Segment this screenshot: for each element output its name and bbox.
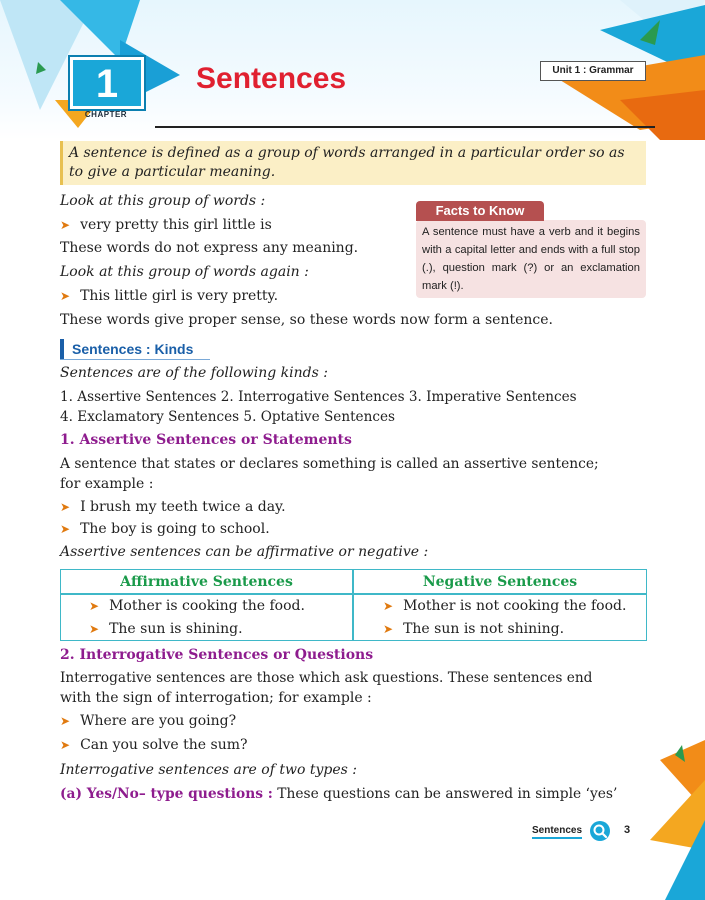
bullet-icon: ➤: [89, 599, 100, 613]
definition-box: A sentence is defined as a group of words arranged in a particular order so as to give a particular meaning.: [60, 141, 646, 185]
bullet-icon: ➤: [60, 738, 71, 752]
kinds-list-line-1: 1. Assertive Sentences 2. Interrogative Sentences 3. Imperative Sentences: [60, 389, 577, 405]
assertive-desc-line-2: for example :: [60, 476, 154, 492]
chapter-number-box: [70, 57, 144, 109]
bullet-icon: ➤: [383, 599, 394, 613]
intro-look-1: Look at this group of words :: [60, 193, 266, 209]
interrogative-example-2-text: Can you solve the sum?: [80, 737, 248, 753]
magnifier-icon: [589, 820, 611, 842]
chapter-title: Sentences: [196, 62, 347, 95]
affirmative-negative-table: [60, 569, 647, 641]
bullet-icon: ➤: [60, 289, 71, 303]
bullet-icon: ➤: [60, 218, 71, 232]
header-rule: [155, 126, 655, 128]
interrogative-heading: 2. Interrogative Sentences or Questions: [60, 647, 374, 663]
corner-decoration: [620, 720, 705, 900]
kinds-underline: [60, 359, 210, 360]
intro-example-2: [60, 286, 278, 306]
table-cell: The sun is not shining.: [403, 621, 565, 637]
bullet-icon: ➤: [60, 500, 71, 514]
facts-body: A sentence must have a verb and it begins with a capital letter and ends with a full stop (.), question mark (?) or an exclamation mark (!).: [416, 220, 646, 298]
table-row: [89, 619, 243, 639]
table-row: [89, 596, 305, 616]
bullet-icon: ➤: [383, 622, 394, 636]
chapter-label: CHAPTER: [84, 110, 128, 119]
page-number: 3: [624, 824, 631, 836]
interrogative-types: Interrogative sentences are of two types :: [60, 762, 357, 778]
bullet-icon: ➤: [60, 522, 71, 536]
table-header-affirmative: Affirmative Sentences: [120, 574, 293, 590]
bullet-icon: ➤: [89, 622, 100, 636]
assertive-example-2-text: The boy is going to school.: [80, 521, 270, 537]
interrogative-yesno: [60, 784, 617, 804]
table-cell: Mother is cooking the food.: [109, 598, 305, 614]
table-divider-horizontal: [61, 593, 646, 595]
table-row: [383, 596, 626, 616]
table-row: [383, 619, 564, 639]
kinds-list-line-2: 4. Exclamatory Sentences 5. Optative Sentences: [60, 409, 395, 425]
facts-to-know-box: [416, 198, 646, 300]
intro-look-2: Look at this group of words again :: [60, 264, 309, 280]
interrogative-desc-line-1: Interrogative sentences are those which ask questions. These sentences end: [60, 670, 593, 686]
assertive-heading: 1. Assertive Sentences or Statements: [60, 432, 352, 448]
intro-no-meaning: These words do not express any meaning.: [60, 240, 359, 256]
bullet-icon: ➤: [60, 714, 71, 728]
assertive-example-1-text: I brush my teeth twice a day.: [80, 499, 286, 515]
intro-example-1-text: very pretty this girl little is: [80, 217, 272, 233]
table-cell: The sun is shining.: [109, 621, 243, 637]
intro-proper-sense: These words give proper sense, so these words now form a sentence.: [60, 312, 553, 328]
interrogative-example-1-text: Where are you going?: [80, 713, 237, 729]
unit-tag: Unit 1 : Grammar: [540, 61, 646, 81]
interrogative-example-2: [60, 735, 248, 755]
assertive-example-2: [60, 519, 270, 539]
intro-example-2-text: This little girl is very pretty.: [80, 288, 279, 304]
table-cell: Mother is not cooking the food.: [403, 598, 627, 614]
table-header-negative: Negative Sentences: [422, 574, 578, 590]
footer-chapter-name: Sentences: [532, 825, 582, 839]
assertive-desc-line-1: A sentence that states or declares something is called an assertive sentence;: [60, 456, 599, 472]
chapter-number: 1: [95, 62, 119, 106]
assertive-example-1: [60, 497, 286, 517]
interrogative-example-1: [60, 711, 236, 731]
yesno-label: (a) Yes/No– type questions :: [60, 786, 273, 802]
interrogative-desc-line-2: with the sign of interrogation; for example :: [60, 690, 372, 706]
assertive-affneg: Assertive sentences can be affirmative or negative :: [60, 544, 429, 560]
yesno-text: These questions can be answered in simple ‘yes’: [272, 786, 618, 802]
facts-title: Facts to Know: [416, 201, 544, 221]
intro-example-1: [60, 215, 272, 235]
kinds-heading: Sentences : Kinds: [60, 339, 193, 359]
kinds-intro: Sentences are of the following kinds :: [60, 365, 328, 381]
